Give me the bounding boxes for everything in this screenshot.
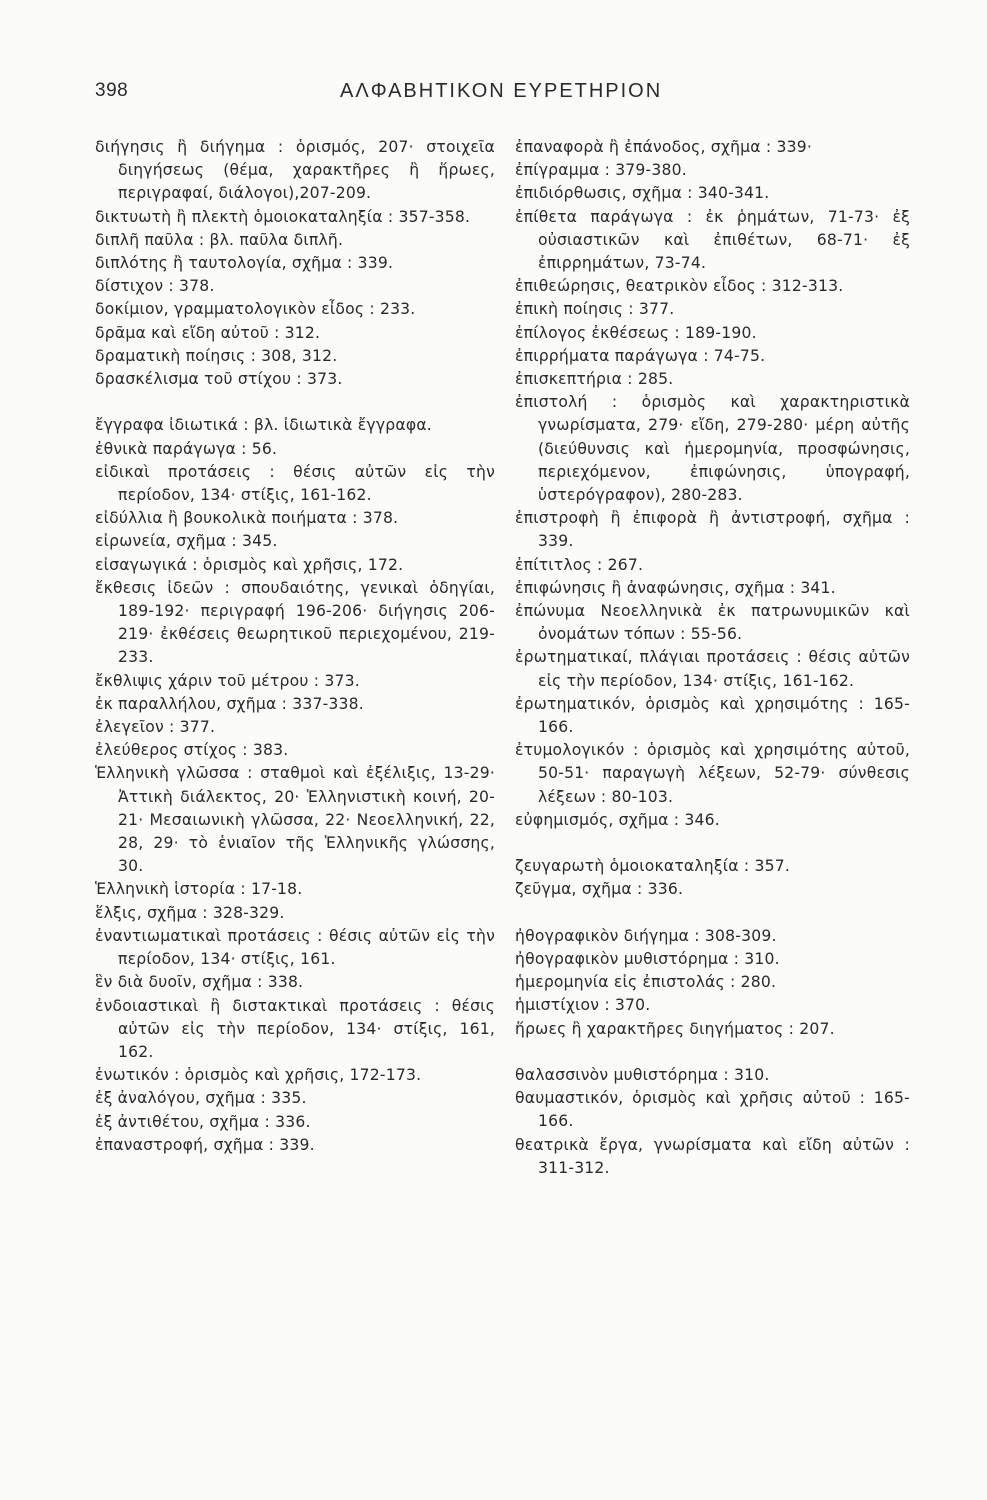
index-entry: ἐπιστροφὴ ἢ ἐπιφορὰ ἢ ἀντιστροφή, σχῆμα : 339.	[515, 509, 910, 551]
index-entry: εἰσαγωγικά : ὁρισμὸς καὶ χρῆσις, 172.	[95, 555, 404, 574]
index-entry: ἐπιθεώρησις, θεατρικὸν εἶδος : 312-313.	[515, 277, 844, 296]
index-group-eta	[515, 925, 910, 1041]
index-entry: ἐκ παραλλήλου, σχῆμα : 337-338.	[95, 694, 364, 713]
index-entry: ἐναντιωματικαὶ προτάσεις : θέσις αὐτῶν εἰς τὴν περίοδον, 134· στίξις, 161.	[95, 926, 495, 969]
index-group-delta	[95, 136, 495, 391]
index-entry: δίστιχον : 378.	[95, 277, 215, 296]
index-group-epsilon-cont	[515, 136, 910, 832]
index-entry: ζεῦγμα, σχῆμα : 336.	[515, 880, 684, 899]
index-entry: Ἑλληνικὴ γλῶσσα : σταθμοὶ καὶ ἐξέλιξις, 13-29· Ἀττικὴ διάλεκτος, 20· Ἑλληνιστικὴ κοινή, 20-21· Μεσαιωνικὴ γλῶσσα, 22· Νεοελληνική, 22, 28, 29· τὸ ἑνιαῖον τῆς Ἑλληνικῆς γλώσσης, 30.	[95, 764, 495, 876]
index-entry: ἐπισκεπτήρια : 285.	[515, 370, 674, 389]
index-entry: ἓν διὰ δυοῖν, σχῆμα : 338.	[95, 973, 304, 992]
index-entry: ἥρωες ἢ χαρακτῆρες διηγήματος : 207.	[515, 1019, 835, 1038]
index-entry: δρασκέλισμα τοῦ στίχου : 373.	[95, 370, 343, 389]
index-entry: εἰρωνεία, σχῆμα : 345.	[95, 532, 278, 551]
index-entry: ἐθνικὰ παράγωγα : 56.	[95, 439, 278, 458]
index-entry: διπλότης ἢ ταυτολογία, σχῆμα : 339.	[95, 254, 394, 273]
index-entry: ἐνωτικόν : ὁρισμὸς καὶ χρῆσις, 172-173.	[95, 1066, 422, 1085]
group-spacer	[515, 832, 910, 855]
index-group-theta	[515, 1064, 910, 1180]
index-entry: διήγησις ἢ διήγημα : ὁρισμός, 207· στοιχεῖα διηγήσεως (θέμα, χαρακτῆρες ἢ ἥρωες, περιγραφαί, διάλογοι),207-209.	[95, 138, 495, 203]
index-entry: ἔκθεσις ἰδεῶν : σπουδαιότης, γενικαὶ ὁδηγίαι, 189-192· περιγραφή 196-206· διήγησις 206-219· ἐκθέσεις θεωρητικοῦ περιεχομένου, 219-233.	[95, 578, 495, 667]
index-entry: δραματικὴ ποίησις : 308, 312.	[95, 346, 338, 365]
index-entry: δρᾶμα καὶ εἴδη αὐτοῦ : 312.	[95, 323, 321, 342]
index-entry: ἐνδοιαστικαὶ ἢ διστακτικαὶ προτάσεις : θέσις αὐτῶν εἰς τὴν περίοδον, 134· στίξις, 161, 162.	[95, 996, 495, 1061]
index-entry: ἐπίθετα παράγωγα : ἐκ ῥημάτων, 71-73· ἐξ οὐσιαστικῶν καὶ ἐπιθέτων, 68-71· ἐξ ἐπιρρημάτων, 73-74.	[515, 207, 910, 273]
index-group-epsilon	[95, 414, 495, 1157]
index-entry: ἐλεύθερος στίχος : 383.	[95, 741, 289, 760]
index-entry: ζευγαρωτὴ ὁμοιοκαταληξία : 357.	[515, 857, 791, 876]
index-entry: ἐπαναστροφή, σχῆμα : 339.	[95, 1135, 315, 1154]
index-entry: ἐπιρρήματα παράγωγα : 74-75.	[515, 346, 766, 365]
page-header	[95, 80, 900, 114]
index-entry: ἐξ ἀναλόγου, σχῆμα : 335.	[95, 1089, 307, 1108]
index-entry: ἐτυμολογικόν : ὁρισμὸς καὶ χρησιμότης αὐτοῦ, 50-51· παραγωγὴ λέξεων, 52-79· σύνθεσις λέξεων : 80-103.	[515, 741, 910, 806]
index-entry: ἐπίτιτλος : 267.	[515, 555, 644, 574]
index-entry: θαλασσινὸν μυθιστόρημα : 310.	[515, 1066, 770, 1085]
index-entry: ἐπώνυμα Νεοελληνικὰ ἐκ πατρωνυμικῶν καὶ ὀνομάτων τόπων : 55-56.	[515, 602, 910, 644]
index-entry: ἡμιστίχιον : 370.	[515, 996, 651, 1015]
index-entry: δοκίμιον, γραμματολογικὸν εἶδος : 233.	[95, 300, 416, 319]
index-group-zeta	[515, 855, 910, 901]
index-entry: ἐξ ἀντιθέτου, σχῆμα : 336.	[95, 1112, 311, 1131]
index-entry: Ἑλληνικὴ ἱστορία : 17-18.	[95, 880, 303, 899]
index-entry: εἰδικαὶ προτάσεις : θέσις αὐτῶν εἰς τὴν περίοδον, 134· στίξις, 161-162.	[95, 462, 495, 505]
right-column	[515, 136, 910, 1180]
index-entry: ἐπικὴ ποίησις : 377.	[515, 300, 675, 319]
page-number: 398	[95, 80, 129, 101]
index-entry: ἠθογραφικὸν μυθιστόρημα : 310.	[515, 950, 780, 969]
running-title: ΑΛΦΑΒΗΤΙΚΟΝ ΕΥΡΕΤΗΡΙΟΝ	[340, 80, 663, 102]
index-entry: ἐπίλογος ἐκθέσεως : 189-190.	[515, 323, 757, 342]
left-column	[95, 136, 495, 1157]
index-entry: ἐλεγεῖον : 377.	[95, 718, 216, 737]
index-entry: ἡμερομηνία εἰς ἐπιστολάς : 280.	[515, 973, 777, 992]
index-entry: εὐφημισμός, σχῆμα : 346.	[515, 810, 720, 829]
group-spacer	[95, 391, 495, 414]
index-entry: δικτυωτὴ ἢ πλεκτὴ ὁμοιοκαταληξία : 357-358.	[95, 207, 471, 226]
index-entry: ἠθογραφικὸν διήγημα : 308-309.	[515, 926, 777, 945]
index-entry: ἔγγραφα ἰδιωτικά : βλ. ἰδιωτικὰ ἔγγραφα.	[95, 416, 432, 435]
index-entry: ἐπίγραμμα : 379-380.	[515, 161, 687, 180]
group-spacer	[515, 902, 910, 925]
index-entry: ἐπιδιόρθωσις, σχῆμα : 340-341.	[515, 184, 770, 203]
index-entry: ἐπιστολή : ὁρισμὸς καὶ χαρακτηριστικὰ γνωρίσματα, 279· εἴδη, 279-280· μέρη αὐτῆς (διεύθυνσις καὶ ἡμερομηνία, προσφώνησις, περιεχόμενον, ἐπιφώνησις, ὑπογραφή, ὑστερόγραφον), 280-283.	[515, 393, 910, 505]
index-entry: ἐρωτηματικόν, ὁρισμὸς καὶ χρησιμότης : 165-166.	[515, 694, 910, 737]
index-entry: εἰδύλλια ἢ βουκολικὰ ποιήματα : 378.	[95, 509, 399, 528]
index-entry: ἔκθλιψις χάριν τοῦ μέτρου : 373.	[95, 671, 360, 690]
index-entry: ἕλξις, σχῆμα : 328-329.	[95, 903, 285, 922]
index-entry: ἐρωτηματικαί, πλάγιαι προτάσεις : θέσις αὐτῶν εἰς τὴν περίοδον, 134· στίξις, 161-162.	[515, 648, 910, 690]
index-entry: ἐπαναφορὰ ἢ ἐπάνοδος, σχῆμα : 339·	[515, 138, 813, 156]
group-spacer	[515, 1041, 910, 1064]
index-entry: θεατρικὰ ἔργα, γνωρίσματα καὶ εἴδη αὐτῶν : 311-312.	[515, 1135, 910, 1177]
index-entry: θαυμαστικόν, ὁρισμὸς καὶ χρῆσις αὐτοῦ : 165-166.	[515, 1089, 910, 1131]
index-entry: διπλῆ παῦλα : βλ. παῦλα διπλῆ.	[95, 230, 344, 249]
index-entry: ἐπιφώνησις ἢ ἀναφώνησις, σχῆμα : 341.	[515, 578, 836, 597]
